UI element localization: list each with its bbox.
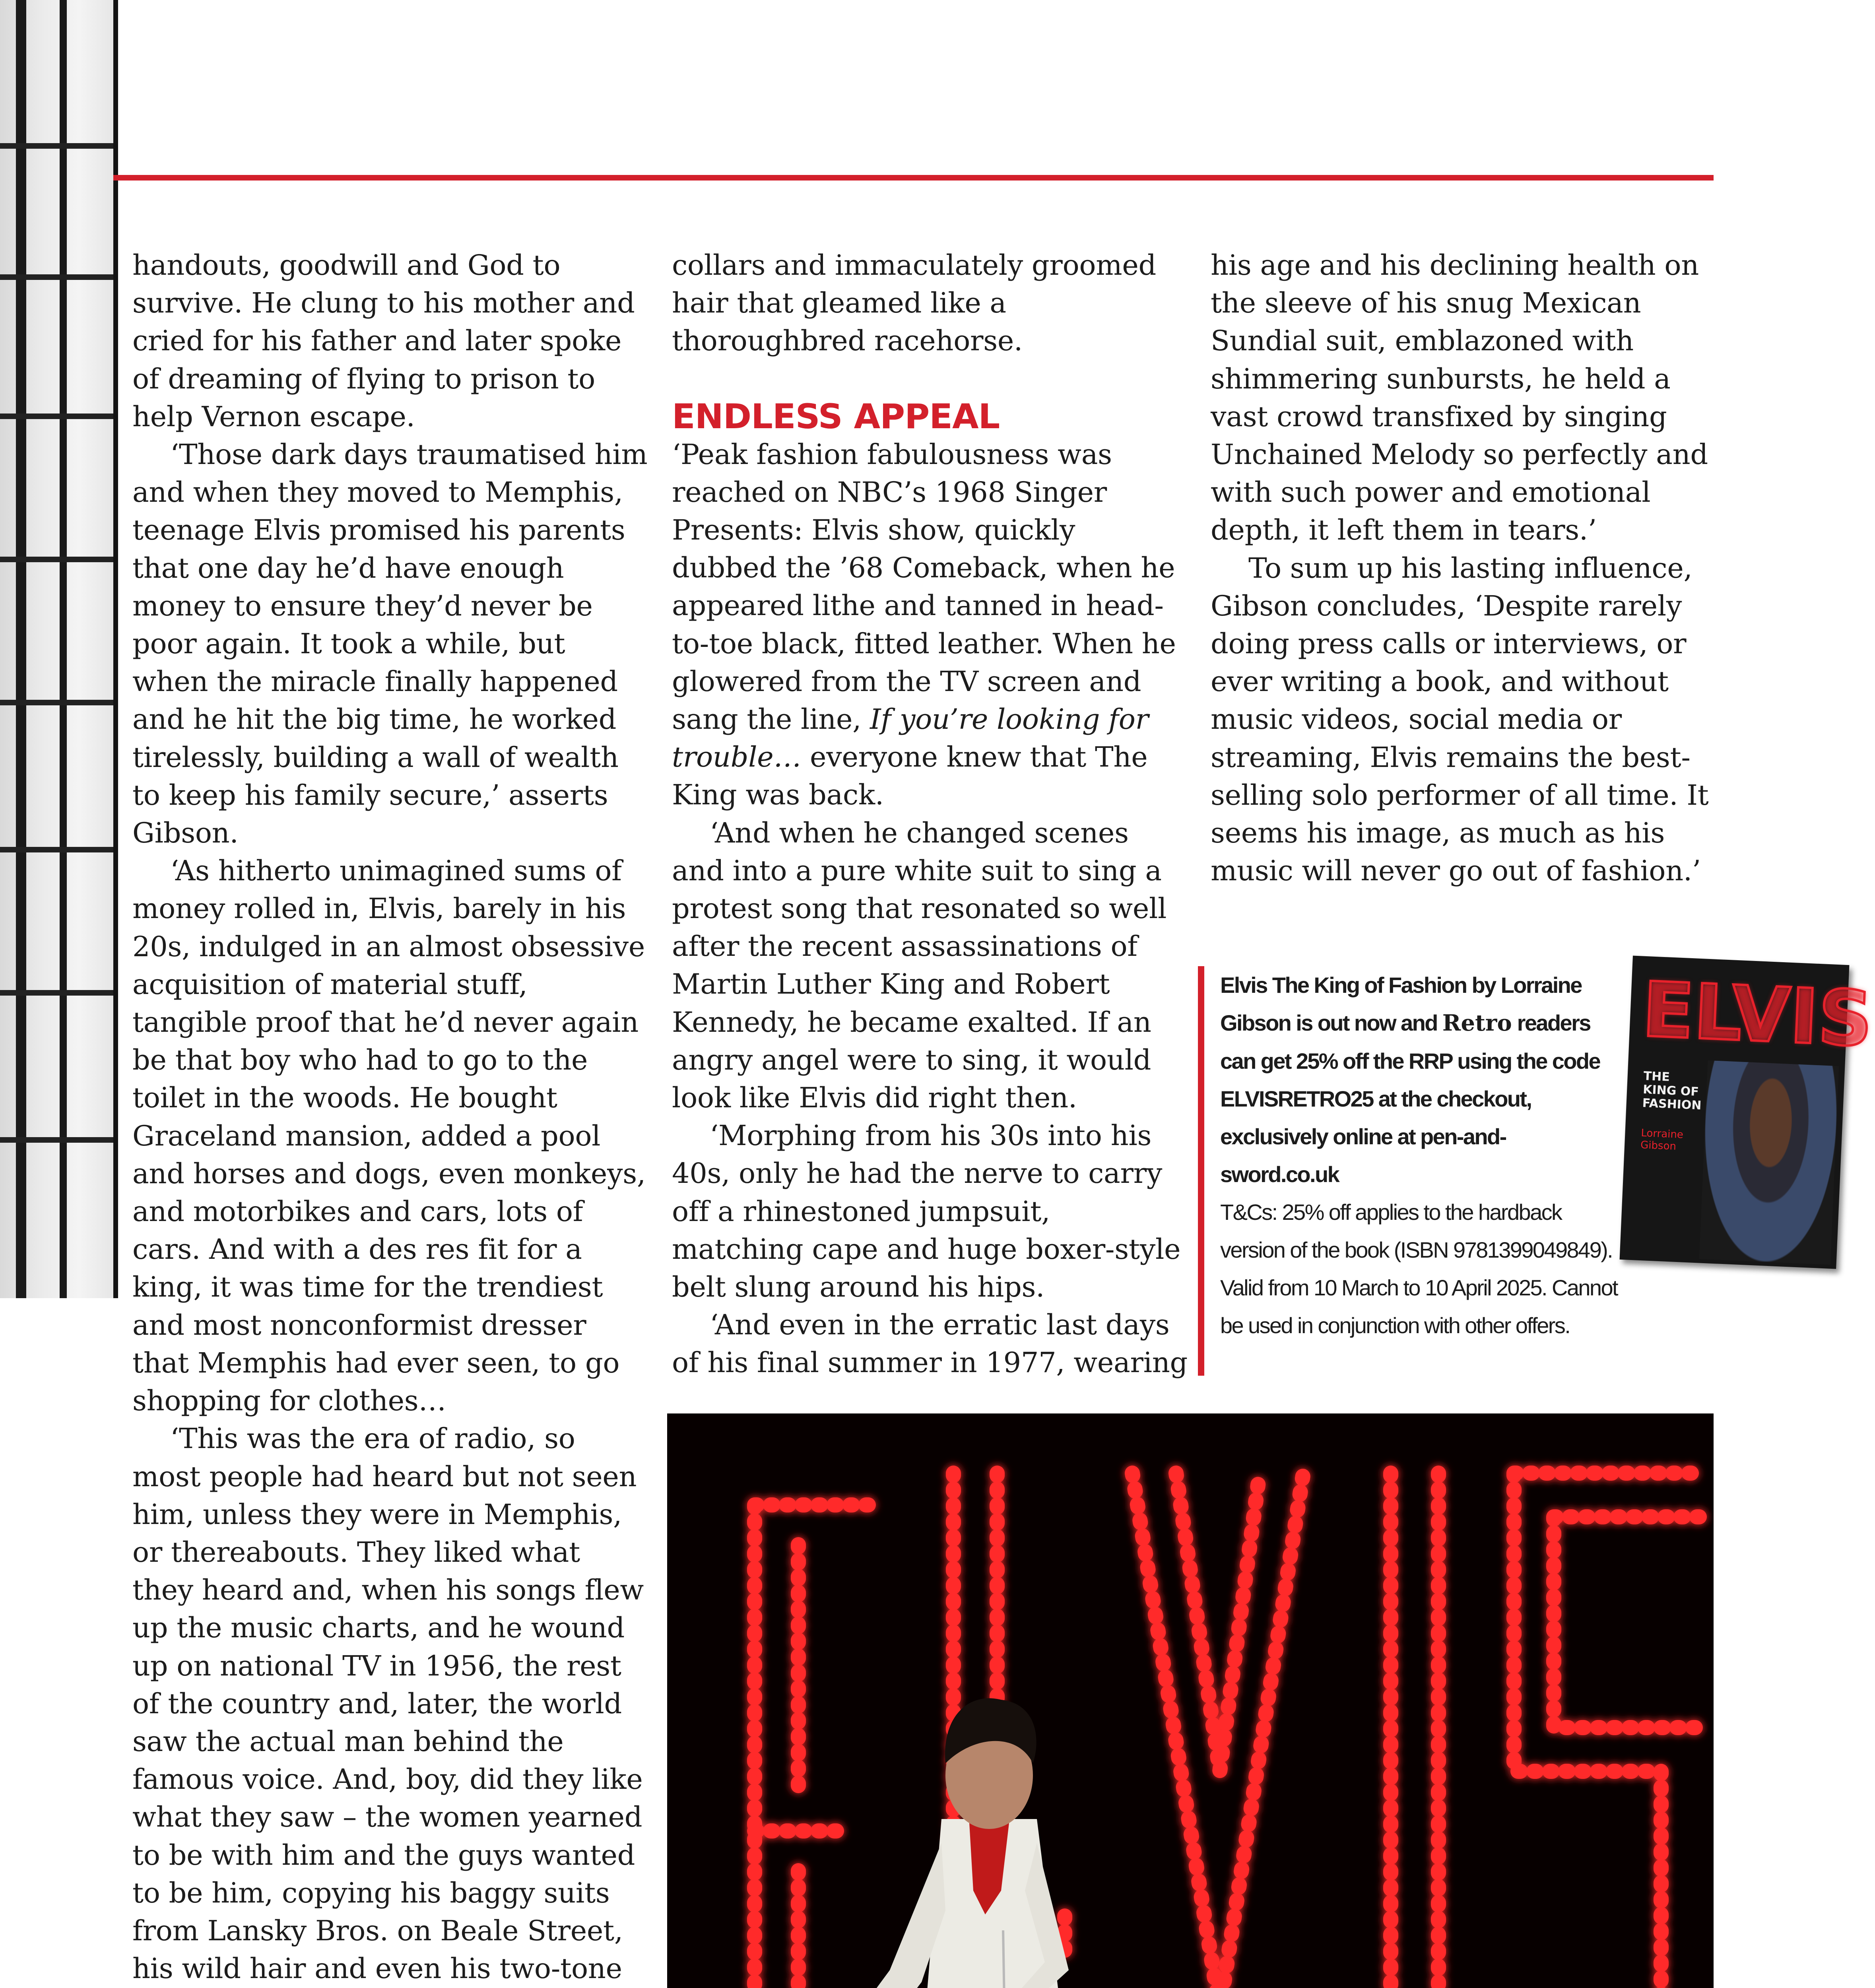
neon-elvis-sign <box>667 1413 1714 1988</box>
text-run: ‘Peak fashion fabulousness was reached on NBC’s 1968 Singer Presents: Elvis show, quickly dubbed the ’68 Comeback, when he appeared lithe and tanned in head-to-toe black, fitted leather. When he glowered from the TV screen and sang the line, <box>672 438 1176 736</box>
book-cover-subtitle: THE KING OF FASHION <box>1642 1069 1702 1113</box>
paragraph: ‘As hitherto unimagined sums of money rolled in, Elvis, barely in his 20s, indulged in an almost obsessive acquisition of material stuff, tangible proof that he’d never again be that boy who had to go to the toilet in the woods. He bought Graceland mansion, added a pool and horses and dogs, even monkeys, and motorbikes and cars, lots of cars. And with a des res fit for a king, it was time for the trendiest and most nonconformist dresser that Memphis had ever seen, to go shopping for clothes… <box>132 854 646 1417</box>
promo-terms: T&Cs: 25% off applies to the hardback version of the book (ISBN 9781399049849). Valid from 10 March to 10 April 2025. Cannot be used in conjunction with other offers. <box>1220 1200 1617 1338</box>
text-run: everyone knew that The King was back. <box>672 741 1148 812</box>
paragraph: ‘This was the era of radio, so most people had heard but not seen him, unless they were in Memphis, or thereabouts. They liked what they heard and, when his songs flew up the music charts, and he wound up on national TV in 1956, the rest of the country and, later, the world saw the actual man behind the famous voice. And, boy, did they like what they saw – the women yearned to be with him and the guys wanted to be him, copying his baggy suits from Lansky Bros. on Beale Street, his wild hair and even his two-tone <box>132 1422 644 1985</box>
header-rule <box>113 175 1714 181</box>
paragraph: collars and immaculately groomed hair that gleamed like a thoroughbred racehorse. <box>672 249 1156 357</box>
paragraph: ‘Morphing from his 30s into his 40s, only he had the nerve to carry off a rhinestoned jumpsuit, matching cape and huge boxer-style belt slung around his hips. <box>672 1119 1181 1304</box>
paragraph: ‘And even in the erratic last days of his final summer in 1977, wearing <box>672 1309 1188 1379</box>
photo-bar <box>16 0 26 1298</box>
paragraph: To sum up his lasting influence, Gibson concludes, ‘Despite rarely doing press calls or interviews, or ever writing a book, and without music videos, social media or streaming, Elvis remains the best-selling solo performer of all time. It seems his image, as much as his music will never go out of fashion.’ <box>1211 551 1709 887</box>
book-promo-box <box>1198 966 1619 1376</box>
book-cover-image <box>1620 955 1875 1269</box>
section-subhead: ENDLESS APPEAL <box>672 396 1000 437</box>
paragraph: handouts, goodwill and God to survive. He clung to his mother and cried for his father and later spoke of dreaming of flying to prison to help Vernon escape. <box>132 249 635 433</box>
photo-bar <box>0 990 113 996</box>
article-column-1 <box>132 247 649 1988</box>
photo-bar <box>0 1137 113 1143</box>
edge-photo-fragment <box>0 0 118 1298</box>
photo-bar <box>0 557 113 562</box>
photo-bar <box>60 0 67 1298</box>
photo-bar <box>0 414 113 419</box>
photo-bar <box>0 143 113 149</box>
paragraph: his age and his declining health on the sleeve of his snug Mexican Sundial suit, emblazoned with shimmering sunbursts, he held a vast crowd transfixed by singing Unchained Melody so perfectly and with such power and emotional depth, it left them in tears.’ <box>1211 249 1708 547</box>
book-cover-author: Lorraine Gibson <box>1640 1127 1684 1153</box>
paragraph <box>672 436 1189 814</box>
song-lyric: If you’re looking for trouble… <box>672 703 1149 774</box>
promo-offer-text <box>1220 966 1619 1193</box>
text-run: Elvis The King of Fashion by Lorraine Gibson is out now and <box>1220 973 1582 1035</box>
photo-bar <box>0 847 113 852</box>
article-column-2 <box>672 247 1189 1382</box>
book-cover-portrait <box>1699 1060 1839 1265</box>
retro-wordmark: Retro <box>1442 1010 1512 1036</box>
concert-photo <box>667 1413 1714 1988</box>
photo-bar <box>0 700 113 705</box>
article-column-3 <box>1211 247 1727 890</box>
paragraph: ‘Those dark days traumatised him and when they moved to Memphis, teenage Elvis promised his parents that one day he’d have enough money to ensure they’d never be poor again. It took a while, but when the miracle finally happened and he hit the big time, he worked tirelessly, building a wall of wealth to keep his family secure,’ asserts Gibson. <box>132 438 648 850</box>
paragraph: ‘And when he changed scenes and into a pure white suit to sing a protest song that resonated so well after the recent assassinations of Martin Luther King and Robert Kennedy, he became exalted. If an angry angel were to sing, it would look like Elvis did right then. <box>672 816 1167 1114</box>
book-cover-logo: ELVIS <box>1640 965 1875 1064</box>
text-run: readers can get 25% off the RRP using the code ELVISRETRO25 at the checkout, exclusively online at pen-and-sword.co.uk <box>1220 1010 1600 1187</box>
performer-figure <box>834 1698 1128 1988</box>
photo-bar <box>0 274 113 280</box>
